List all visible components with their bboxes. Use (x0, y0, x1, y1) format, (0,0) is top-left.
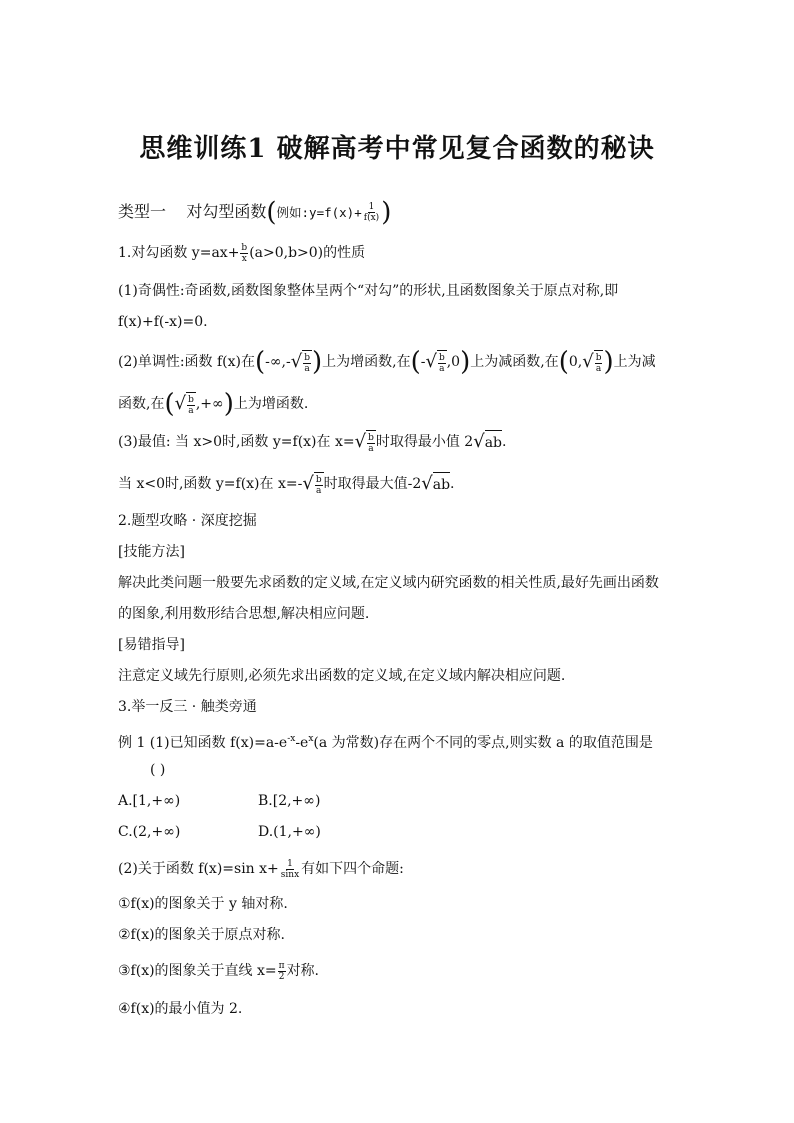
extremum-line-2: 当 x<0时,函数 y=f(x)在 x=-√ $\frac{b}{a}$ 时取得最大值-2√ab. (118, 473, 455, 496)
option-a: A.[1,+∞) (118, 793, 181, 809)
claim-1: ①f(x)的图象关于 y 轴对称. (118, 896, 288, 912)
extremum-line-1: (3)最值: 当 x>0时,函数 y=f(x)在 x=√ $\frac{b}{a}$ 时取得最小值 2√ab. (118, 431, 507, 454)
parity-line-2: f(x)+f(-x)=0. (118, 314, 208, 330)
section-3-heading: 3.举一反三 · 触类旁通 (118, 699, 257, 715)
claim-2: ②f(x)的图象关于原点对称. (118, 927, 286, 943)
option-b: B.[2,+∞) (258, 793, 321, 809)
section-1-heading: 1.对勾函数 y=ax+ $\frac{b}{x}$ (a>0,b>0)的性质 (118, 242, 366, 264)
skill-line-1: 解决此类问题一般要先求函数的定义域,在定义域内研究函数的相关性质,最好先画出函数 (118, 575, 659, 591)
section-2-heading: 2.题型攻略 · 深度挖掘 (118, 513, 257, 529)
error-heading: [易错指导] (118, 637, 185, 653)
claim-3: ③f(x)的图象关于直线 x= $\frac{\pi}{2}$ 对称. (118, 960, 320, 982)
page-title: 思维训练1 破解高考中常见复合函数的秘诀 (139, 134, 655, 164)
type1-heading: 类型一 对勾型函数(例如:y=f(x)+ $\frac{1}{f(x)}$ ) (118, 197, 392, 228)
option-d: D.(1,+∞) (258, 824, 321, 840)
monotonicity-line-1: (2)单调性:函数 f(x)在(-∞,-√ $\frac{b}{a}$ )上为增函数,在(-√ $\frac{b}{a}$ ,0)上为减函数,在(0,√ $\frac{b}{a}$ )上为减 (118, 347, 656, 377)
skill-line-2: 的图象,利用数形结合思想,解决相应问题. (118, 606, 370, 622)
fraction: $\frac{1}{f(x)}$ (363, 202, 380, 223)
error-line-1: 注意定义域先行原则,必须先求出函数的定义域,在定义域内解决相应问题. (118, 668, 566, 684)
skill-heading: [技能方法] (118, 544, 185, 560)
monotonicity-line-2: 函数,在(√ $\frac{b}{a}$ ,+∞)上为增函数. (118, 389, 309, 419)
option-c: C.(2,+∞) (118, 824, 181, 840)
parity-line-1: (1)奇偶性:奇函数,函数图象整体呈两个“对勾”的形状,且函数图象关于原点对称,即 (118, 283, 619, 299)
claim-4: ④f(x)的最小值为 2. (118, 1001, 243, 1017)
example-1-question: 例 1 (1)已知函数 $f(x)=a-e^{-x}-e^x(a$ 为常数)存在两个不同的零点,则实数 a 的取值范围是 (118, 734, 653, 751)
sqrt-b-over-a: √ $\frac{b}{a}$ (290, 351, 310, 374)
answer-blank: ( ) (150, 762, 166, 778)
example-2-question: (2)关于函数 f(x)=sin x+ $\frac{1}{\sin x}$ 有如下四个命题: (118, 858, 404, 880)
